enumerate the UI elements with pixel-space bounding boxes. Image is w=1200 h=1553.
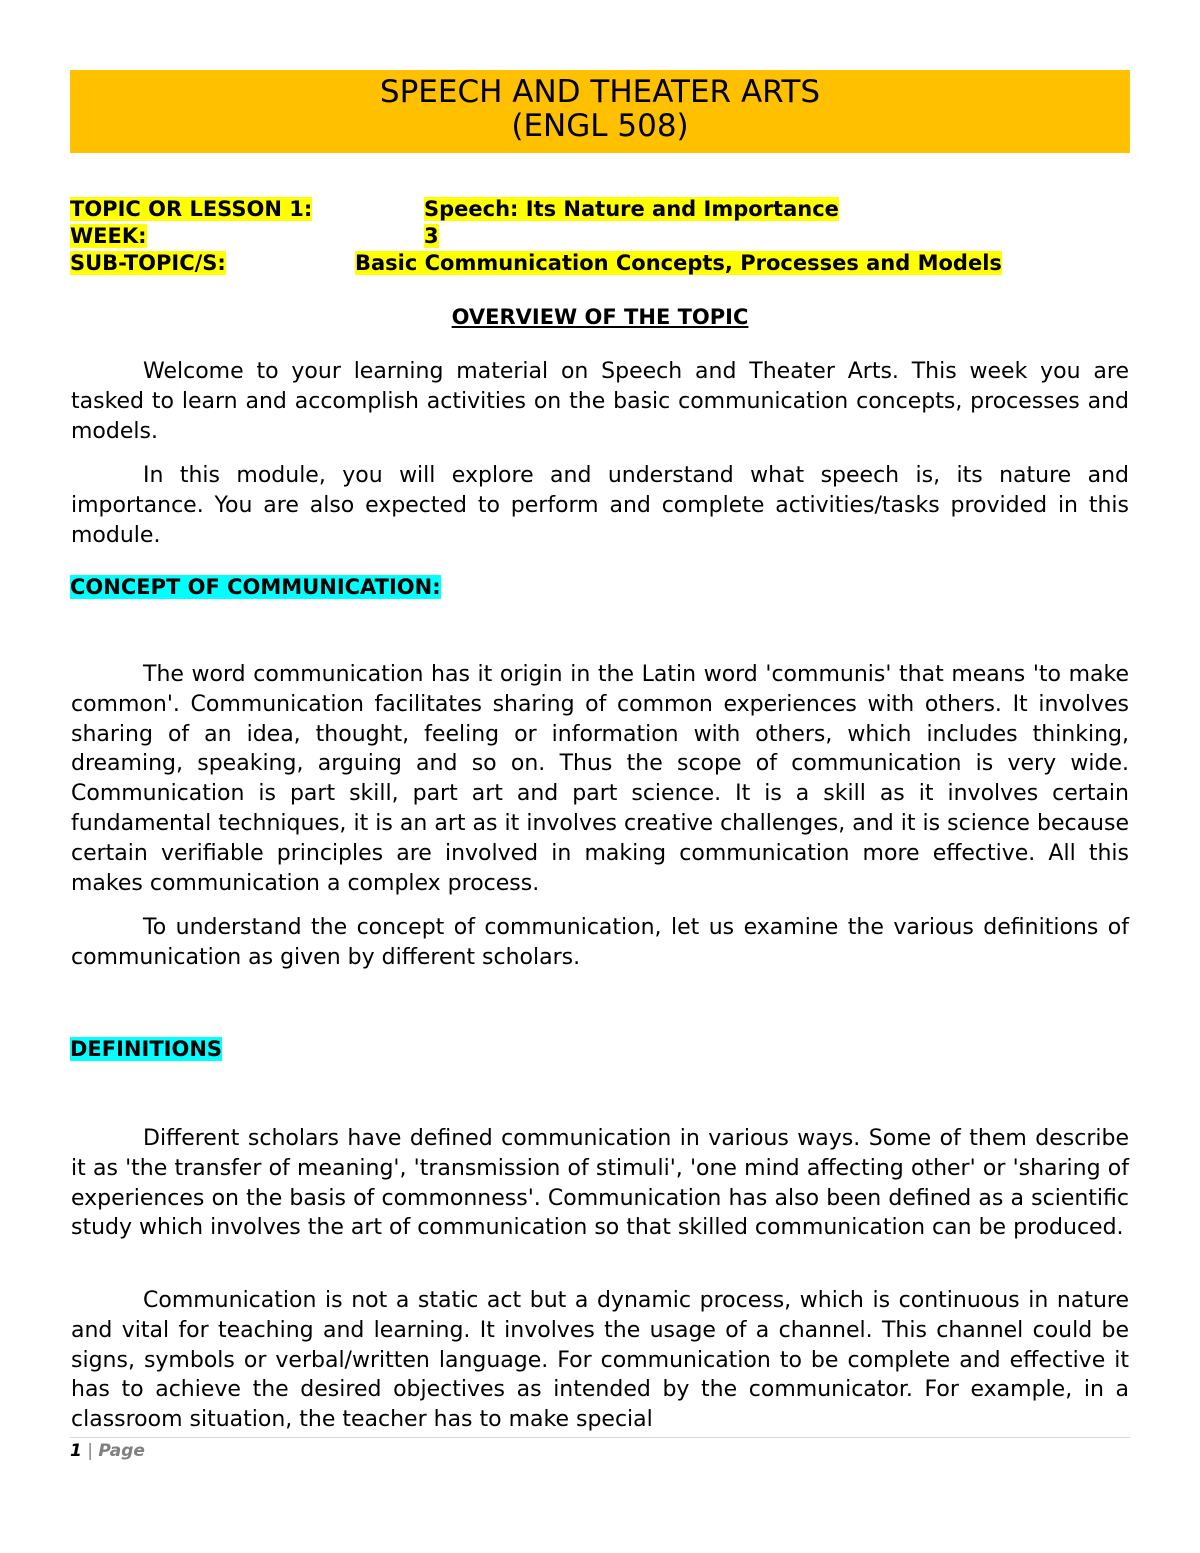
document-title: SPEECH AND THEATER ARTS: [379, 74, 821, 110]
footer-separator: |: [87, 1441, 93, 1461]
week-value-row: [424, 223, 439, 249]
concept-paragraph-1: The word communication has it origin in the Latin word 'communis' that means 'to make common'. Communication facilitates sharing of common experiences with others. It involves sharing of an idea, thought, feeling or information with others, which includes thinking, dreaming, speaking, arguing and so on. Thus the scope of communication is very wide. Communication is part skill, part art and part science. It is a skill as it involves certain fundamental techniques, it is an art as it involves creative challenges, and it is science because certain verifiable principles are involved in making communication more effective. All this makes communication a complex process.: [71, 662, 1129, 896]
concept-heading-text: CONCEPT OF COMMUNICATION:: [70, 575, 441, 599]
page-number: 1: [70, 1441, 82, 1461]
subtopic-value: Basic Communication Concepts, Processes and Models: [355, 251, 1002, 275]
definitions-heading: [70, 1036, 222, 1063]
definitions-paragraph-2: Communication is not a static act but a dynamic process, which is continuous in nature and vital for teaching and learning. It involves the usage of a channel. This channel could be signs, symbols or verbal/written language. For communication to be complete and effective it has to achieve the desired objectives as intended by the communicator. For example, in a classroom situation, the teacher has to make special: [71, 1288, 1129, 1433]
concept-paragraph-2: To understand the concept of communication, let us examine the various definitions of communication as given by different scholars.: [71, 915, 1129, 970]
document-title-banner: [70, 70, 1130, 153]
definitions-heading-text: DEFINITIONS: [70, 1037, 223, 1061]
definitions-paragraph-1: Different scholars have defined communication in various ways. Some of them describe it as 'the transfer of meaning', 'transmission of stimuli', 'one mind affecting other' or 'sharing of experiences on the basis of commonness'. Communication has also been defined as a scientific study which involves the art of communication so that skilled communication can be produced.: [71, 1126, 1129, 1241]
overview-paragraph-2: In this module, you will explore and understand what speech is, its nature and importance. You are also expected to perform and complete activities/tasks provided in this module.: [71, 463, 1129, 548]
topic-value-row: [424, 196, 839, 222]
topic-row: [70, 196, 312, 222]
week-value: 3: [424, 224, 439, 248]
page-footer: [70, 1441, 145, 1461]
concept-heading: [70, 574, 441, 601]
overview-paragraph-1: Welcome to your learning material on Speech and Theater Arts. This week you are tasked to learn and accomplish activities on the basic communication concepts, processes and models.: [71, 359, 1129, 444]
footer-divider: [70, 1437, 1130, 1438]
topic-value: Speech: Its Nature and Importance: [424, 197, 839, 221]
week-row: [70, 223, 147, 249]
week-label: WEEK:: [70, 224, 147, 248]
page-label: Page: [98, 1441, 145, 1461]
topic-label: TOPIC OR LESSON 1:: [70, 197, 313, 221]
subtopic-value-row: [355, 250, 1002, 276]
subtopic-row: [70, 250, 226, 276]
course-code: (ENGL 508): [511, 108, 689, 144]
subtopic-label: SUB-TOPIC/S:: [70, 251, 226, 275]
overview-heading: OVERVIEW OF THE TOPIC: [451, 305, 749, 329]
